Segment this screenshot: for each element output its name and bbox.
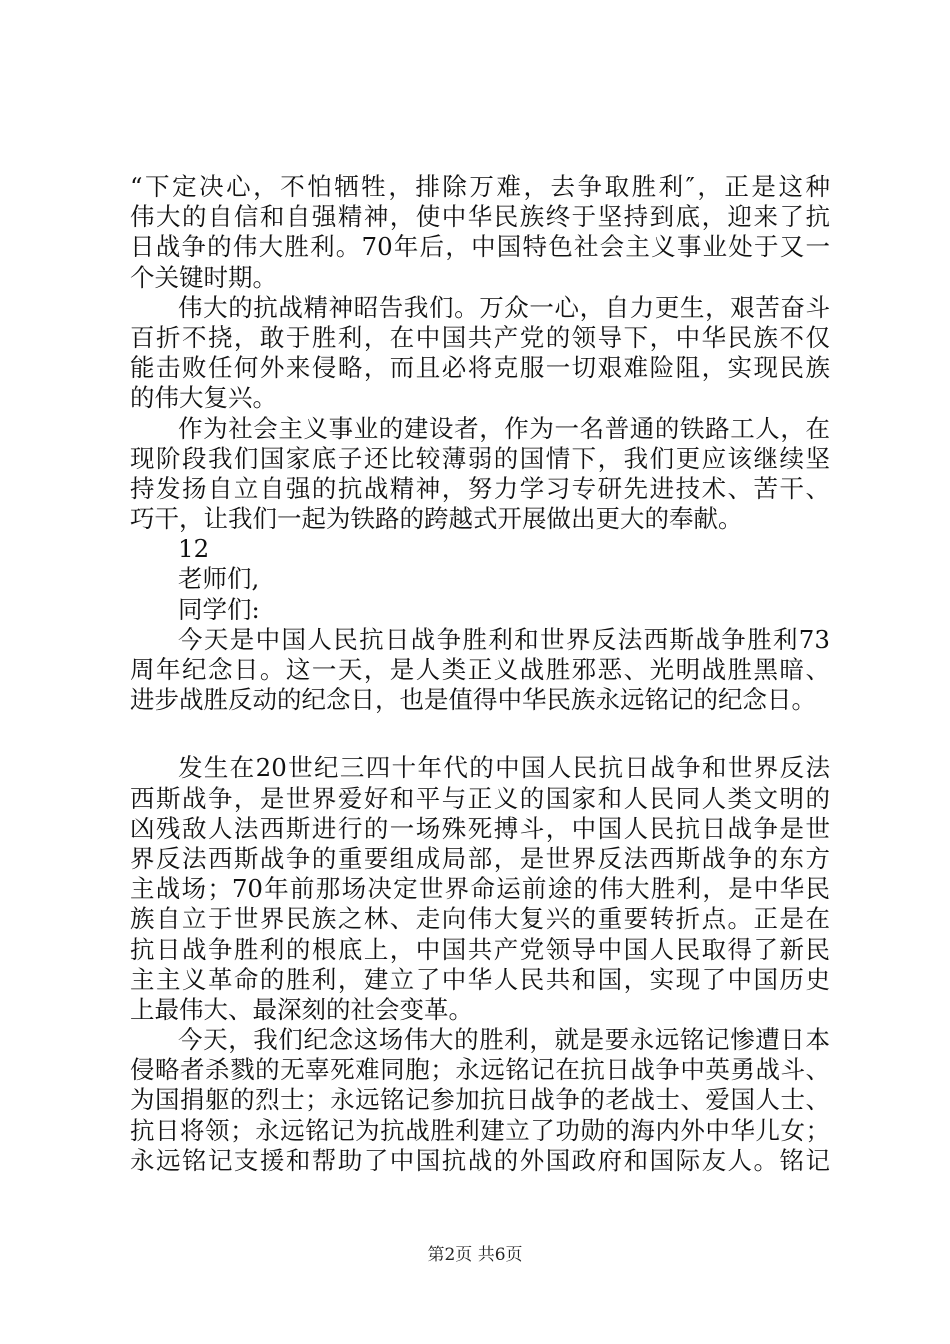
text-line: 凶残敌人法西斯进行的一场殊死搏斗，中国人民抗日战争是世 [130, 813, 830, 843]
text-line: 日战争的伟大胜利。70年后，中国特色社会主义事业处于又一 [130, 232, 830, 262]
text-line: 抗日战争胜利的根底上，中国共产党领导中国人民取得了新民 [130, 934, 830, 964]
text-line: 作为社会主义事业的建设者，作为一名普通的铁路工人，在 [178, 413, 830, 443]
text-line: 能击败任何外来侵略，而且必将克服一切艰难险阻，实现民族 [130, 353, 830, 383]
text-line: 周年纪念日。这一天，是人类正义战胜邪恶、光明战胜黑暗、 [130, 655, 830, 684]
text-line: 持发扬自立自强的抗战精神，努力学习专研先进技术、苦干、 [130, 473, 830, 503]
text-line: 西斯战争，是世界爱好和平与正义的国家和人民同人类文明的 [130, 783, 830, 813]
text-line: 今天，我们纪念这场伟大的胜利，就是要永远铭记惨遭日本 [178, 1025, 830, 1055]
text-line: 伟大的抗战精神昭告我们。万众一心，自力更生，艰苦奋斗 [178, 292, 830, 322]
text-line: 现阶段我们国家底子还比较薄弱的国情下，我们更应该继续坚 [130, 443, 830, 473]
document-body [130, 172, 830, 1176]
text-line: 巧干，让我们一起为铁路的跨越式开展做出更大的奉献。 [130, 504, 743, 534]
paragraph-gap [130, 715, 830, 753]
text-line: 的伟大复兴。 [130, 383, 277, 413]
text-line: 为国捐躯的烈士；永远铭记参加抗日战争的老战士、爱国人士、 [130, 1085, 830, 1115]
text-line: 12 [178, 534, 210, 564]
text-line: 侵略者杀戮的无辜死难同胞；永远铭记在抗日战争中英勇战斗、 [130, 1055, 830, 1085]
text-line: 主主义革命的胜利，建立了中华人民共和国，实现了中国历史 [130, 964, 830, 994]
paragraph-block-lower [130, 753, 830, 1176]
text-line: 上最伟大、最深刻的社会变革。 [130, 994, 473, 1024]
text-line: 老师们, [178, 564, 260, 594]
text-line: “下定决心，不怕牺牲，排除万难，去争取胜利″，正是这种 [130, 172, 830, 201]
text-line: 个关键时期。 [130, 262, 277, 292]
text-line: 同学们: [178, 594, 260, 624]
text-line: 进步战胜反动的纪念日，也是值得中华民族永远铭记的纪念日。 [130, 685, 816, 715]
text-line: 今天是中国人民抗日战争胜利和世界反法西斯战争胜利73 [178, 624, 830, 654]
text-line: 百折不挠，敢于胜利，在中国共产党的领导下，中华民族不仅 [130, 322, 830, 352]
page-footer: 第2页 共6页 [427, 1245, 523, 1265]
text-line: 族自立于世界民族之林、走向伟大复兴的重要转折点。正是在 [130, 904, 830, 934]
text-line: 伟大的自信和自强精神，使中华民族终于坚持到底，迎来了抗 [130, 202, 830, 232]
text-line: 抗日将领；永远铭记为抗战胜利建立了功勋的海内外中华儿女； [130, 1115, 830, 1145]
paragraph-block-upper [130, 172, 830, 715]
text-line: 永远铭记支援和帮助了中国抗战的外国政府和国际友人。铭记 [130, 1145, 830, 1175]
text-line: 主战场；70年前那场决定世界命运前途的伟大胜利，是中华民 [130, 874, 830, 904]
text-line: 发生在20世纪三四十年代的中国人民抗日战争和世界反法 [178, 753, 830, 783]
text-line: 界反法西斯战争的重要组成局部，是世界反法西斯战争的东方 [130, 843, 830, 873]
